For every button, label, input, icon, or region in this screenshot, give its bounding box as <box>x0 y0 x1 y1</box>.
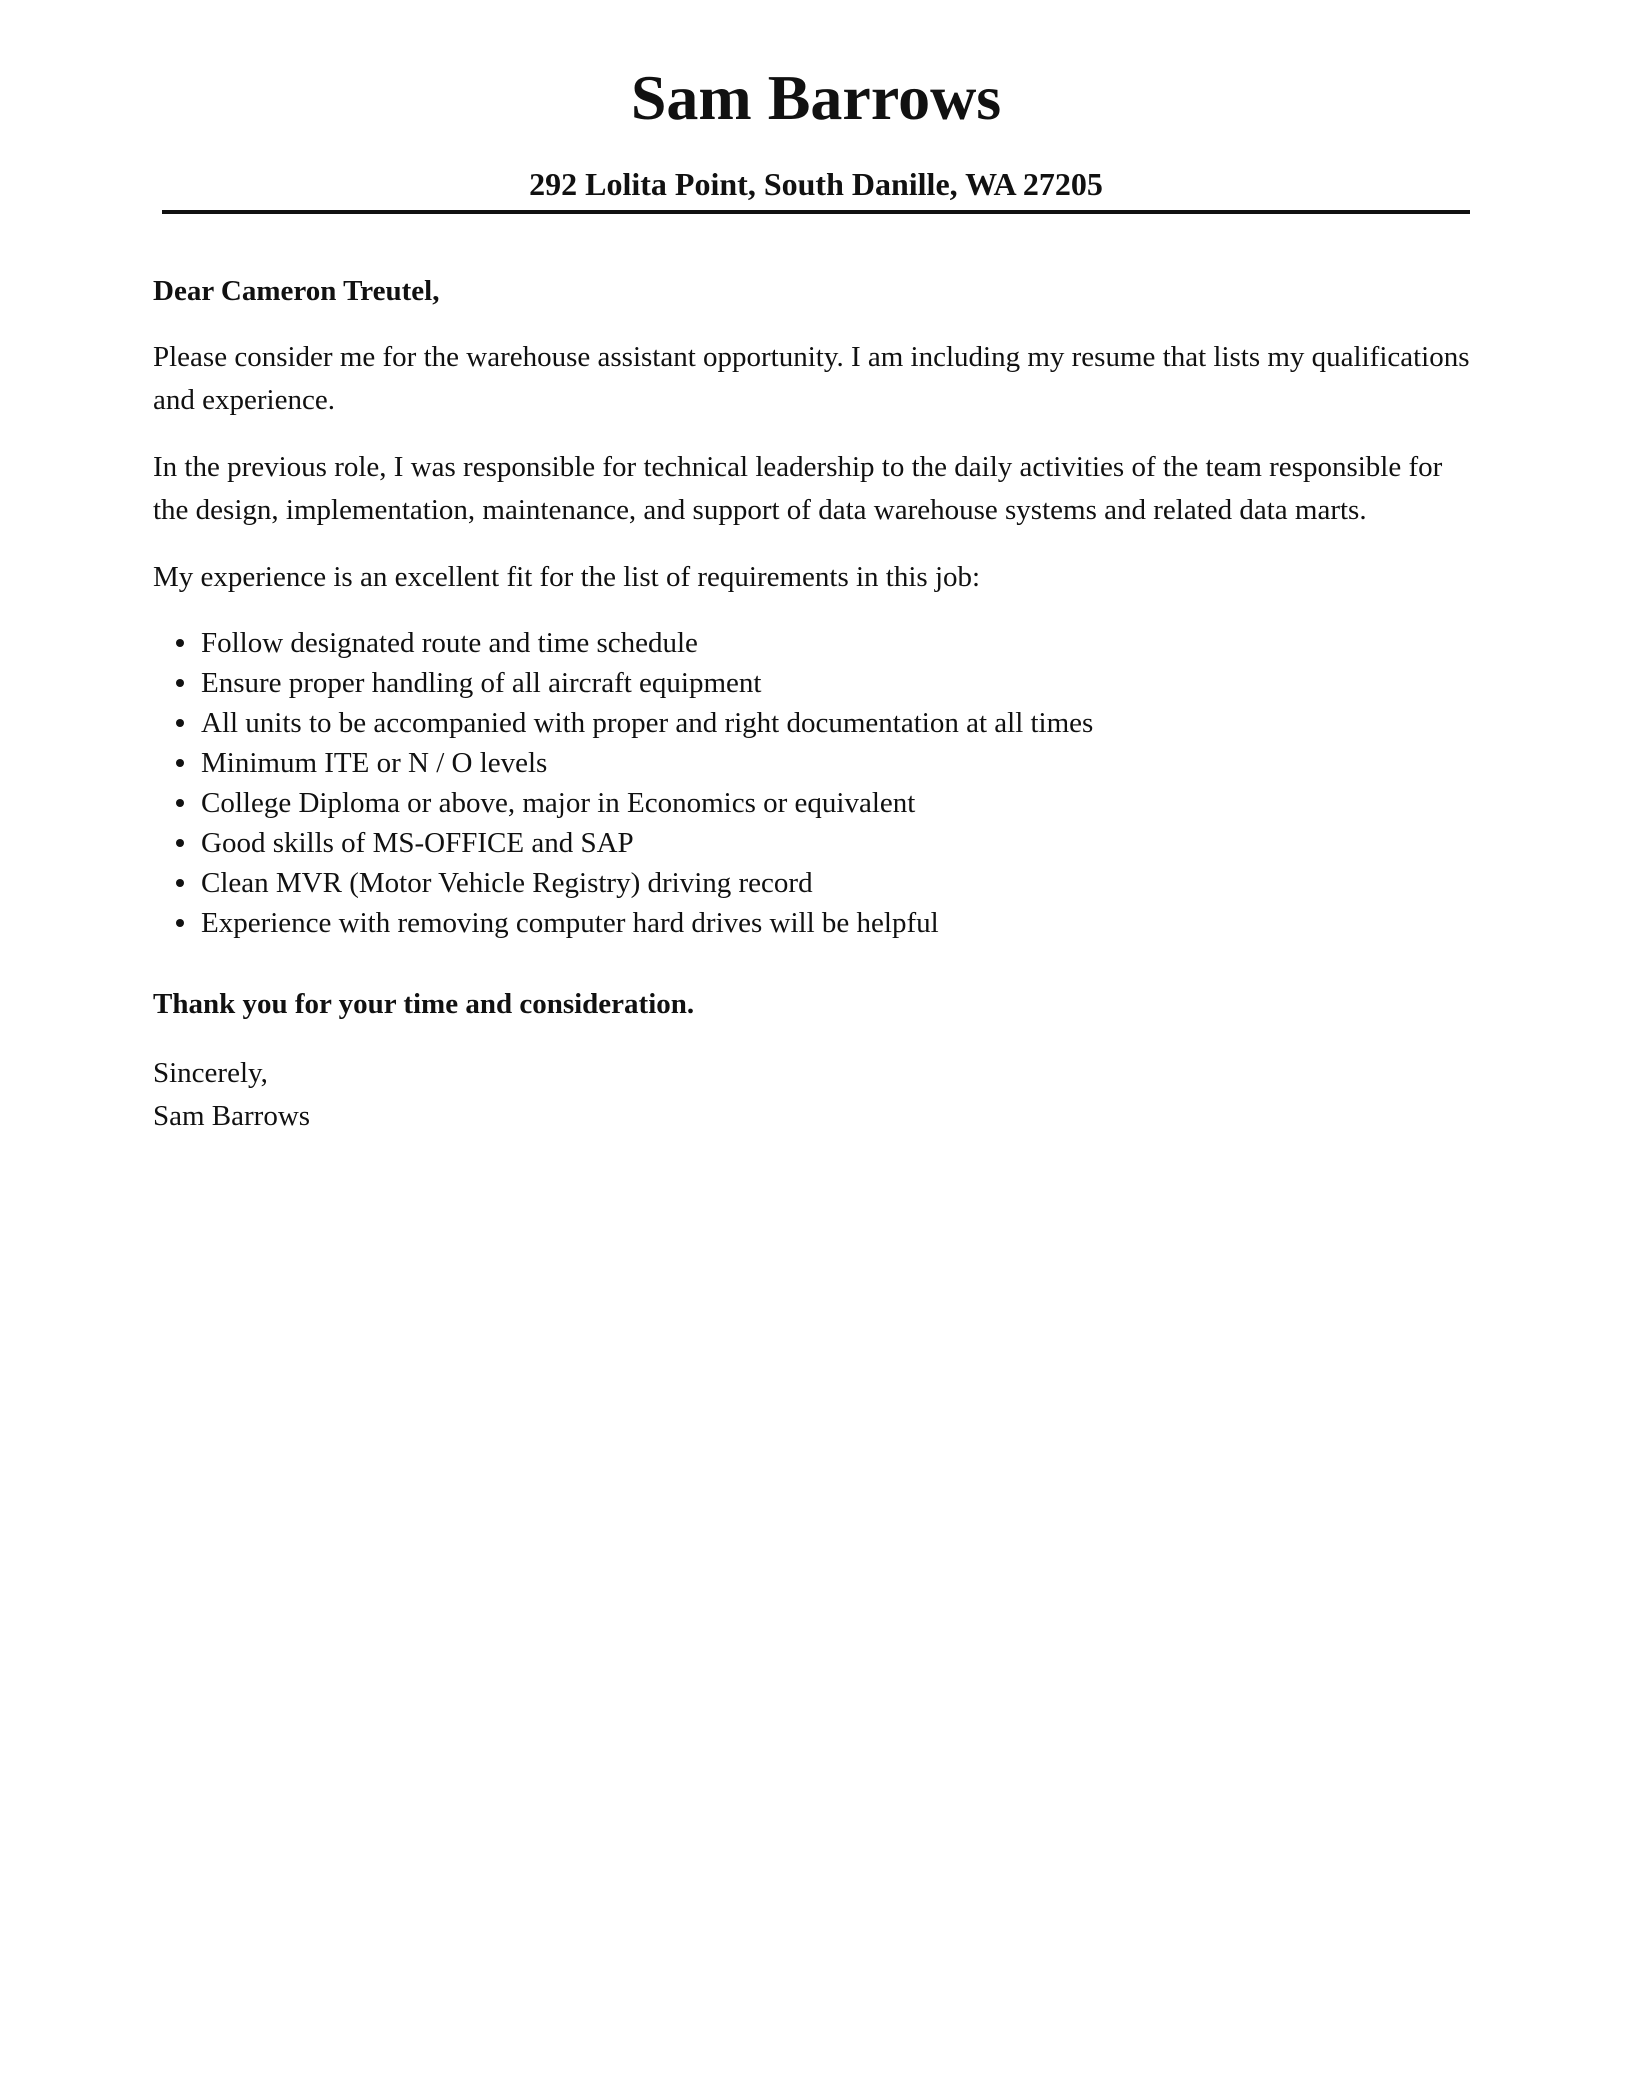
paragraph-requirements-intro: My experience is an excellent fit for the list of requirements in this job: <box>153 561 981 593</box>
list-item <box>153 663 1478 703</box>
signature-name: Sam Barrows <box>153 1100 311 1132</box>
header-divider <box>162 210 1470 214</box>
list-item <box>153 743 1478 783</box>
bullet-icon <box>176 639 184 647</box>
list-item-text: Follow designated route and time schedule <box>201 627 698 659</box>
bullet-icon <box>176 759 184 767</box>
list-item-text: College Diploma or above, major in Economics or equivalent <box>201 787 916 819</box>
closing: Sincerely, <box>153 1057 268 1089</box>
paragraph-previous-role: In the previous role, I was responsible for technical leadership to the daily activities of the team responsible for the design, implementation, maintenance, and support of data warehouse systems and related data marts. <box>153 451 1443 526</box>
list-item-text: Good skills of MS-OFFICE and SAP <box>201 827 634 859</box>
list-item <box>153 703 1478 743</box>
list-item <box>153 623 1478 663</box>
thanks-line: Thank you for your time and consideration. <box>153 988 695 1020</box>
paragraph-intro: Please consider me for the warehouse assistant opportunity. I am including my resume that lists my qualifications and experience. <box>153 341 1470 416</box>
list-item <box>153 783 1478 823</box>
bullet-icon <box>176 919 184 927</box>
list-item <box>153 903 1478 943</box>
bullet-icon <box>176 719 184 727</box>
sender-address: 292 Lolita Point, South Danille, WA 27205 <box>529 166 1103 202</box>
list-item-text: All units to be accompanied with proper and right documentation at all times <box>201 707 1094 739</box>
letter-body <box>153 270 1478 1138</box>
sender-name: Sam Barrows <box>630 62 1002 133</box>
bullet-icon <box>176 679 184 687</box>
list-item-text: Clean MVR (Motor Vehicle Registry) driving record <box>201 867 813 899</box>
requirements-list <box>153 623 1478 943</box>
list-item <box>153 823 1478 863</box>
list-item-text: Minimum ITE or N / O levels <box>201 747 548 779</box>
list-item-text: Ensure proper handling of all aircraft equipment <box>201 667 762 699</box>
list-item-text: Experience with removing computer hard drives will be helpful <box>201 907 939 939</box>
bullet-icon <box>176 799 184 807</box>
bullet-icon <box>176 839 184 847</box>
bullet-icon <box>176 879 184 887</box>
salutation: Dear Cameron Treutel, <box>153 275 440 307</box>
list-item <box>153 863 1478 903</box>
